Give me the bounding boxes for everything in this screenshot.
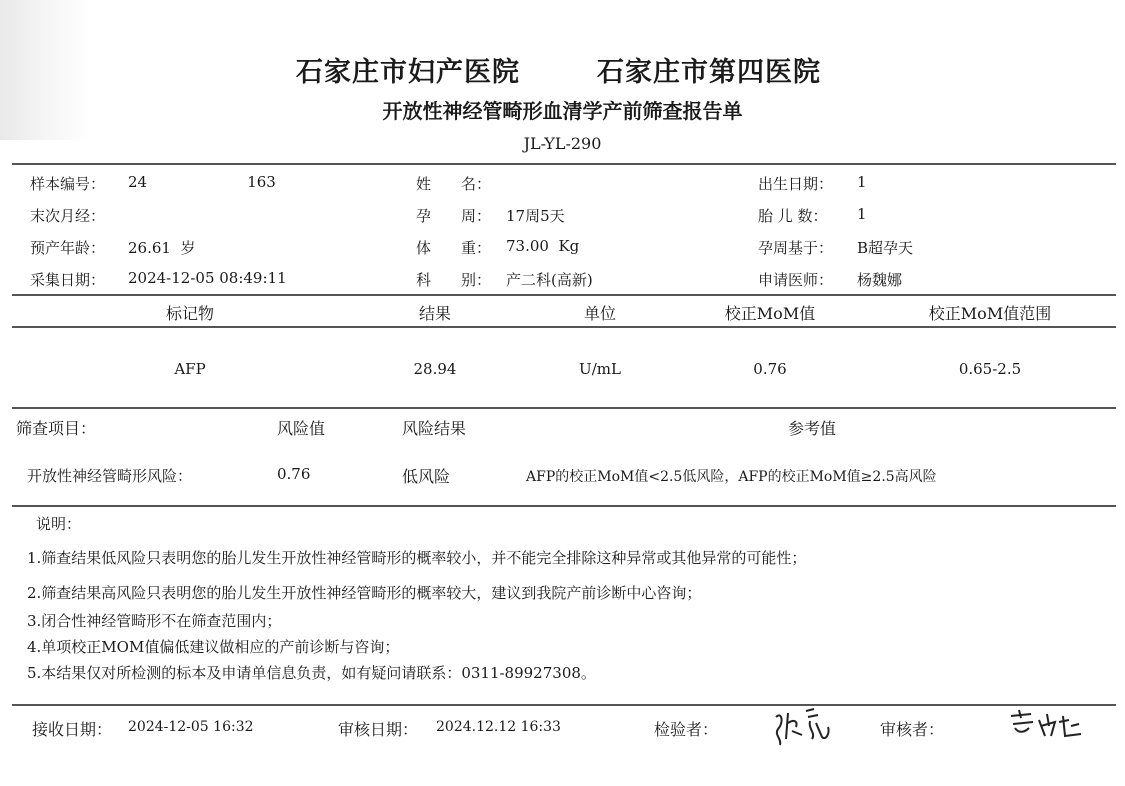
col-header-mom-range: 校正MoM值范围 bbox=[928, 304, 1052, 323]
ga-label: 孕 周： bbox=[416, 207, 492, 225]
divider bbox=[12, 326, 1116, 328]
reference-value: AFP的校正MoM值<2.5低风险，AFP的校正MoM值≥2.5高风险 bbox=[526, 469, 937, 485]
fetus-label: 胎 儿 数： bbox=[758, 207, 828, 225]
divider bbox=[12, 505, 1116, 507]
dept-label: 科 别： bbox=[416, 271, 492, 289]
form-code: JL-YL-290 bbox=[523, 134, 602, 153]
note-item: 1.筛查结果低风险只表明您的胎儿发生开放性神经管畸形的概率较小，并不能完全排除这种异常或其他异常的可能性； bbox=[27, 549, 807, 567]
note-item: 4.单项校正MOM值偏低建议做相应的产前诊断与咨询； bbox=[27, 638, 400, 656]
age-value: 26.61 岁 bbox=[128, 239, 196, 257]
risk-value-header: 风险值 bbox=[277, 419, 326, 438]
review-date-value: 2024.12.12 16:33 bbox=[436, 719, 561, 735]
tester-signature-icon bbox=[772, 705, 834, 747]
hospital-name-1: 石家庄市妇产医院 bbox=[296, 57, 520, 88]
age-label: 预产年龄： bbox=[30, 239, 106, 257]
table-cell-result: 28.94 bbox=[413, 360, 457, 378]
weight-value: 73.00 Kg bbox=[506, 237, 580, 255]
collect-label: 采集日期： bbox=[30, 271, 106, 289]
table-cell-mom-range: 0.65-2.5 bbox=[958, 360, 1022, 378]
risk-result: 低风险 bbox=[402, 467, 451, 486]
ga-basis-value: B超孕天 bbox=[857, 239, 914, 257]
col-header-result: 结果 bbox=[418, 304, 451, 323]
screening-item: 开放性神经管畸形风险： bbox=[27, 467, 193, 485]
sample-no-value bbox=[128, 173, 276, 191]
col-header-unit: 单位 bbox=[583, 304, 616, 323]
table-cell-marker: AFP bbox=[174, 360, 206, 378]
collect-value: 2024-12-05 08:49:11 bbox=[128, 269, 287, 287]
name-value bbox=[506, 173, 536, 191]
sample-no-text: 24 163 bbox=[128, 173, 276, 191]
col-header-marker: 标记物 bbox=[165, 304, 214, 323]
sample-no-label: 样本编号： bbox=[30, 175, 106, 193]
note-item: 5.本结果仅对所检测的标本及申请单信息负责，如有疑问请联系：0311-89927308。 bbox=[27, 664, 596, 682]
ga-value: 17周5天 bbox=[506, 207, 565, 225]
note-item: 3.闭合性神经管畸形不在筛查范围内； bbox=[27, 612, 282, 630]
receive-date-value: 2024-12-05 16:32 bbox=[128, 719, 254, 735]
table-cell-unit: U/mL bbox=[579, 360, 621, 378]
risk-result-header: 风险结果 bbox=[402, 419, 467, 438]
receive-date-label: 接收日期： bbox=[32, 720, 113, 739]
review-date-label: 审核日期： bbox=[338, 720, 419, 739]
report-title: 开放性神经管畸形血清学产前筛查报告单 bbox=[382, 99, 743, 123]
divider bbox=[12, 407, 1116, 409]
doctor-label: 申请医师： bbox=[758, 271, 834, 289]
screening-item-header: 筛查项目： bbox=[16, 419, 97, 438]
ga-basis-label: 孕周基于： bbox=[758, 239, 834, 257]
name-label: 姓 名： bbox=[416, 175, 492, 193]
reviewer-label: 审核者： bbox=[880, 720, 945, 739]
col-header-mom: 校正MoM值 bbox=[724, 304, 816, 323]
hospital-name-2: 石家庄市第四医院 bbox=[597, 57, 821, 88]
reference-header: 参考值 bbox=[788, 419, 837, 438]
dept-value: 产二科(高新) bbox=[506, 271, 593, 289]
birth-label: 出生日期： bbox=[758, 175, 834, 193]
reviewer-signature-icon bbox=[1005, 706, 1087, 742]
note-item: 2.筛查结果高风险只表明您的胎儿发生开放性神经管畸形的概率较大，建议到我院产前诊断中心咨询； bbox=[27, 584, 702, 602]
divider bbox=[12, 704, 1116, 706]
table-cell-mom: 0.76 bbox=[753, 360, 787, 378]
weight-label: 体 重： bbox=[416, 239, 492, 257]
birth-value: 1 bbox=[857, 173, 867, 191]
risk-value: 0.76 bbox=[277, 465, 311, 483]
tester-label: 检验者： bbox=[654, 720, 719, 739]
notes-title: 说明： bbox=[36, 515, 82, 533]
doctor-value: 杨魏娜 bbox=[857, 271, 903, 289]
lmp-label: 末次月经： bbox=[30, 207, 106, 225]
divider bbox=[12, 163, 1116, 165]
divider bbox=[12, 294, 1116, 296]
fetus-value: 1 bbox=[857, 205, 867, 223]
